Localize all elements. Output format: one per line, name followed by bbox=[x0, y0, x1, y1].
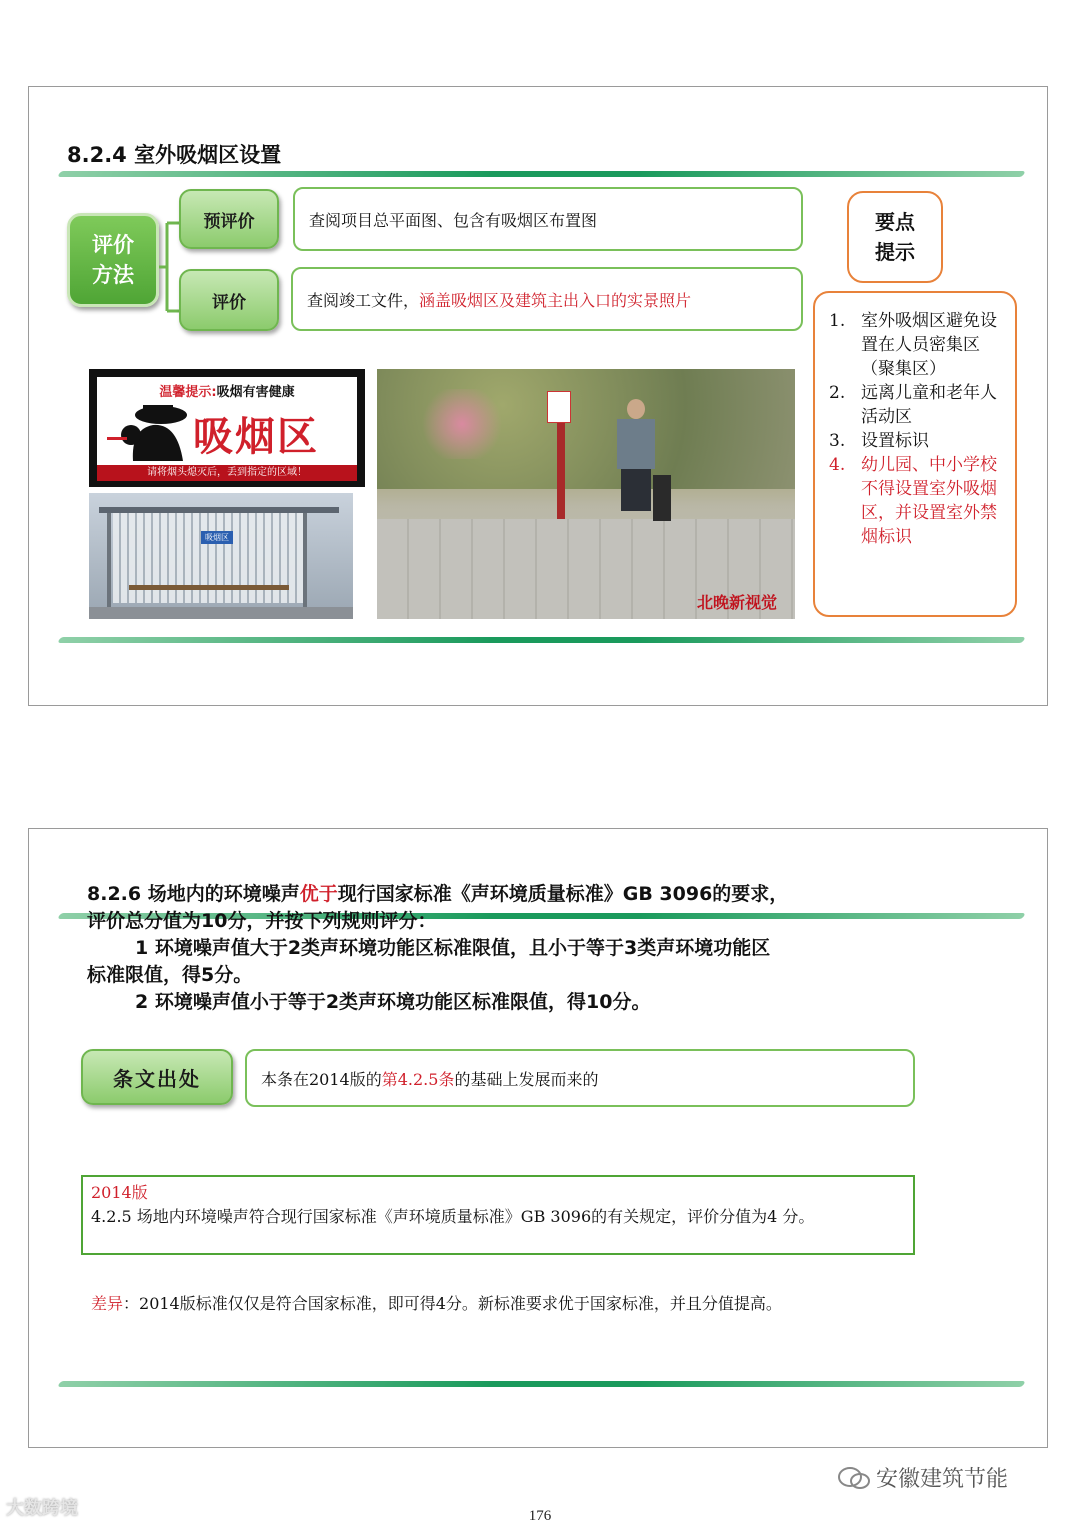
rule-line2: 2 环境噪声值小于等于2类声环境功能区标准限值，得10分。 bbox=[135, 991, 651, 1013]
slide-heading: 8.2.4 室外吸烟区设置 bbox=[67, 143, 282, 167]
eval-method-line2: 方法 bbox=[92, 262, 134, 287]
smoking-shelter-image bbox=[89, 493, 353, 619]
key-point-text: 设置标识 bbox=[861, 431, 929, 451]
heading-post: 现行国家标准《声环境质量标准》GB 3096的要求， bbox=[337, 883, 789, 905]
wechat-icon bbox=[838, 1465, 870, 1491]
key-point-num: 4. bbox=[829, 455, 846, 475]
key-point-item bbox=[829, 453, 1001, 549]
slide2-heading-block bbox=[87, 881, 1017, 1016]
rule-line1-cont: 标准限值，得5分。 bbox=[87, 964, 253, 986]
eval-label: 评价 bbox=[179, 269, 279, 331]
rule-line1: 1 环境噪声值大于2类声环境功能区标准限值，且小于等于3类声环境功能区 bbox=[135, 937, 771, 959]
key-point-item bbox=[829, 309, 1001, 381]
watermark-right-text: 安徽建筑节能 bbox=[876, 1467, 1009, 1492]
bottom-divider bbox=[57, 1381, 1025, 1387]
page-number: 176 bbox=[528, 1508, 552, 1524]
diff-label: 差异 bbox=[91, 1294, 124, 1313]
sign-top-text bbox=[89, 381, 365, 400]
sign-bottom-text: 请将烟头熄灭后，丢到指定的区域！ bbox=[147, 467, 307, 478]
key-point-num: 2. bbox=[829, 383, 846, 403]
key-point-text: 幼儿园、中小学校不得设置室外吸烟区，并设置室外禁烟标识 bbox=[861, 455, 997, 547]
sign-top-red: 温馨提示: bbox=[159, 385, 217, 400]
heading-pre: 8.2.6 场地内的环境噪声 bbox=[87, 883, 300, 905]
sign-main-text: 吸烟区 bbox=[193, 413, 319, 460]
old-version-text: 4.2.5 场地内环境噪声符合现行国家标准《声环境质量标准》GB 3096的有关规定，评价分值为4 分。 bbox=[91, 1207, 815, 1226]
eval-method-box bbox=[67, 213, 159, 307]
park-smoking-area-photo bbox=[377, 369, 795, 619]
source-label: 条文出处 bbox=[81, 1049, 233, 1105]
diff-text: ：2014版标准仅仅是符合国家标准，即可得4分。新标准要求优于国家标准，并且分值提高。 bbox=[123, 1294, 782, 1313]
source-text-red: 第4.2.5条 bbox=[381, 1069, 455, 1089]
eval-text bbox=[291, 267, 803, 331]
heading-red: 优于 bbox=[299, 883, 338, 905]
photo-watermark: 北晚新视觉 bbox=[696, 593, 777, 612]
key-points-title-line2: 提示 bbox=[875, 240, 915, 264]
eval-text-red: 涵盖吸烟区及建筑主出入口的实景照片 bbox=[419, 290, 692, 310]
key-point-item bbox=[829, 381, 1001, 429]
bottom-divider bbox=[57, 637, 1025, 643]
source-text-post: 的基础上发展而来的 bbox=[454, 1069, 599, 1089]
pre-eval-label: 预评价 bbox=[179, 189, 279, 249]
eval-text-plain: 查阅竣工文件， bbox=[307, 290, 420, 310]
key-point-num: 3. bbox=[829, 431, 846, 451]
key-point-item bbox=[829, 429, 1001, 453]
key-points-list-box bbox=[813, 291, 1017, 617]
source-text-box bbox=[245, 1049, 915, 1107]
source-text-pre: 本条在2014版的 bbox=[261, 1069, 382, 1089]
old-version-box bbox=[81, 1175, 915, 1255]
watermark-right bbox=[838, 1462, 1008, 1493]
key-point-num: 1. bbox=[829, 311, 846, 331]
pre-eval-text: 查阅项目总平面图、包含有吸烟区布置图 bbox=[293, 187, 803, 251]
heading-line1 bbox=[87, 881, 1017, 908]
eval-method-line1: 评价 bbox=[92, 232, 134, 257]
slide-824 bbox=[28, 86, 1048, 706]
slide-826 bbox=[28, 828, 1048, 1448]
key-points-title-box bbox=[847, 191, 943, 283]
key-point-text: 室外吸烟区避免设置在人员密集区（聚集区） bbox=[861, 311, 997, 379]
heading-line2: 评价总分值为10分，并按下列规则评分： bbox=[87, 910, 437, 932]
shelter-sign-label: 吸烟区 bbox=[201, 531, 233, 544]
key-point-text: 远离儿童和老年人活动区 bbox=[861, 383, 997, 427]
smoking-area-sign-image bbox=[89, 369, 365, 487]
sign-bottom-bar bbox=[97, 465, 357, 481]
watermark-left-text: 大数跨境 bbox=[6, 1498, 78, 1519]
sign-top-black: 吸烟有害健康 bbox=[216, 385, 295, 400]
key-points-title-line1: 要点 bbox=[875, 210, 915, 234]
smoker-silhouette-icon bbox=[103, 401, 193, 461]
heading-underline bbox=[57, 171, 1025, 177]
old-version-label: 2014版 bbox=[91, 1183, 148, 1202]
difference-note bbox=[91, 1291, 782, 1314]
